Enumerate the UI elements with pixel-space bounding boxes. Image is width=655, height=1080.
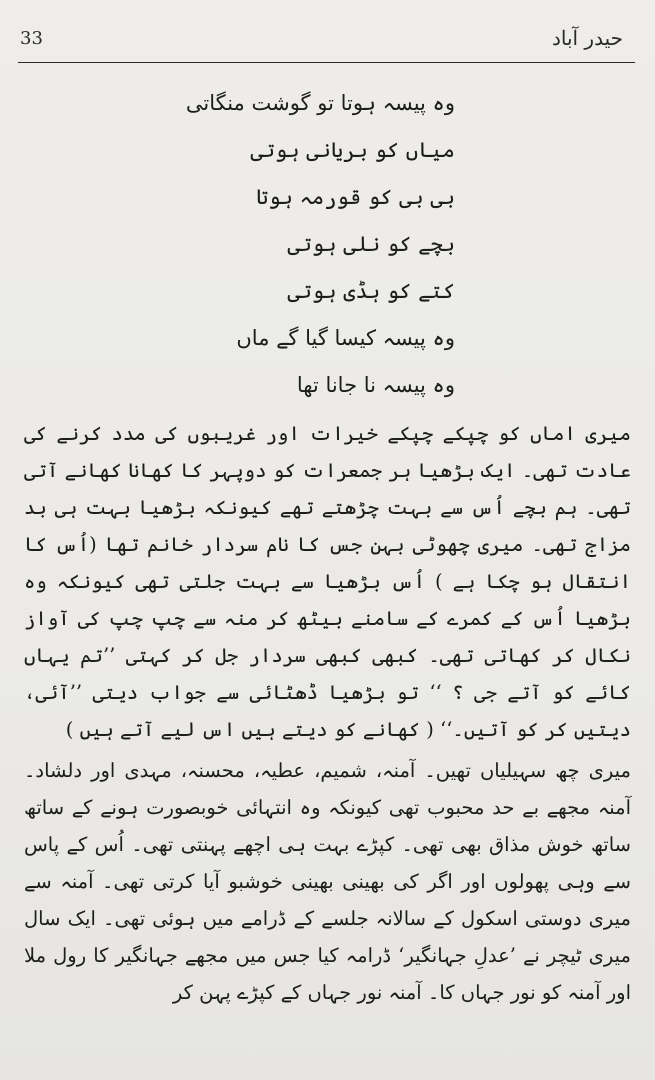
- poem-line: بچے کو نلی ہوتی: [287, 232, 455, 256]
- poem-block: [185, 80, 455, 409]
- body-text: [24, 415, 631, 1011]
- paragraph: میری چھ سہیلیاں تھیں۔ آمنہ، شمیم، عطیہ، محسنہ، مہدی اور دلشاد۔ آمنہ مجھے بے حد محبوب تھی کیونکہ وہ انتہائی خوبصورت ہونے کے ساتھ ساتھ خوش مذاق بھی تھی۔ کپڑے بہت ہی اچھے پہنتی تھی۔ اُس کے پاس سے وہی پھولوں اور اگر کی بھینی بھینی خوشبو آیا کرتی تھی۔ آمنہ سے میری دوستی اسکول کے سالانہ جلسے کے ڈرامے میں ہوئی تھی۔ ایک سال میری ٹیچر نے ’عدلِ جہانگیر‘ ڈرامہ کیا جس میں مجھے جہانگیر کا رول ملا اور آمنہ کو نور جہاں کا۔ آمنہ نور جہاں کے کپڑے پہن کر: [24, 759, 631, 1004]
- running-title: حیدر آباد: [551, 26, 623, 50]
- poem-line: بی بی کو قورمہ ہوتا: [256, 185, 455, 209]
- page-number: 33: [20, 28, 43, 49]
- header-rule: [18, 62, 635, 63]
- poem-line: وہ پیسہ ہوتا تو گوشت منگاتی: [185, 91, 455, 115]
- page-header: [0, 0, 655, 70]
- poem-line: کتے کو ہڈی ہوتی: [287, 279, 455, 303]
- paragraph: میری اماں کو چپکے چپکے خیرات اور غریبوں کی مدد کرنے کی عادت تھی۔ ایک بڑھیا ہر جمعرات کو دوپہر کا کھانا کھانے آتی تھی۔ ہم بچے اُس سے بہت چڑھتے تھے کیونکہ بڑھیا بہت ہی بد مزاج تھی۔ میری چھوٹی بہن جس کا نام سردار خانم تھا (اُس کا انتقال ہو چکا ہے ) اُس بڑھیا سے بہت جلتی تھی کیونکہ وہ بڑھیا اُس کے کمرے کے سامنے بیٹھ کر منہ سے چپ چپ کی آواز نکال کر کھاتی تھی۔ کبھی کبھی سردار جل کر کہتی ’’تم یہاں کائے کو آتے جی ؟ ‘‘ تو بڑھیا ڈھٹائی سے جواب دیتی ’’آئی، دیتیں کر کو آتیں۔‘‘ ( کھانے کو دیتے ہیں اس لیے آتے ہیں ): [24, 422, 631, 741]
- poem-line: میاں کو بریانی ہوتی: [250, 138, 455, 162]
- poem-line: وہ پیسہ کیسا گیا گے ماں: [236, 326, 455, 350]
- poem-line: وہ پیسہ نا جانا تھا: [296, 373, 455, 397]
